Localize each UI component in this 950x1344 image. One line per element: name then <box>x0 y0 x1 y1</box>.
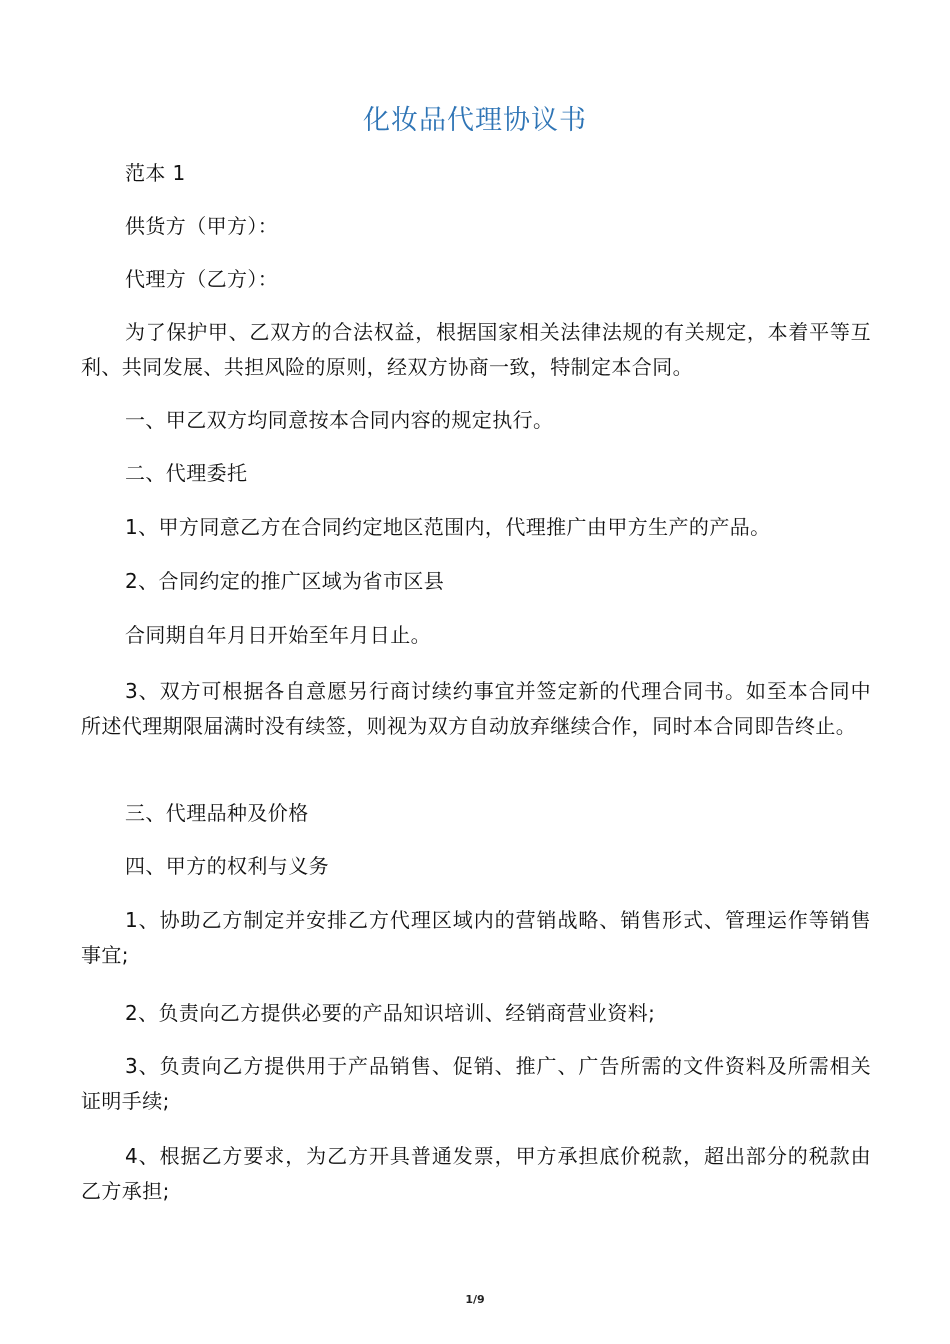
paragraph-party-a-item-1: 1、协助乙方制定并安排乙方代理区域内的营销战略、销售形式、管理运作等销售事宜; <box>81 908 871 967</box>
page-number: 1/9 <box>465 1293 485 1306</box>
paragraph-clause-1: 一、甲乙双方均同意按本合同内容的规定执行。 <box>125 408 554 432</box>
paragraph-agent: 代理方（乙方）： <box>125 267 279 291</box>
section-heading-products-prices: 三、代理品种及价格 <box>125 801 309 825</box>
paragraph-preamble: 为了保护甲、乙双方的合法权益，根据国家相关法律法规的有关规定，本着平等互利、共同发展、共担风险的原则，经双方协商一致，特制定本合同。 <box>81 320 871 379</box>
section-heading-party-a-rights: 四、甲方的权利与义务 <box>125 854 329 878</box>
paragraph-party-a-item-3: 3、负责向乙方提供用于产品销售、促销、推广、广告所需的文件资料及所需相关证明手续; <box>81 1054 871 1113</box>
paragraph-agency-item-3: 3、双方可根据各自意愿另行商讨续约事宜并签定新的代理合同书。如至本合同中所述代理期限届满时没有续签，则视为双方自动放弃继续合作，同时本合同即告终止。 <box>81 679 871 738</box>
paragraph-agency-item-1: 1、甲方同意乙方在合同约定地区范围内，代理推广由甲方生产的产品。 <box>125 515 771 539</box>
paragraph-contract-period: 合同期自年月日开始至年月日止。 <box>125 623 431 647</box>
paragraph-party-a-item-4: 4、根据乙方要求，为乙方开具普通发票，甲方承担底价税款，超出部分的税款由乙方承担; <box>81 1144 871 1203</box>
section-heading-agency: 二、代理委托 <box>125 461 248 485</box>
document-title: 化妆品代理协议书 <box>363 105 587 136</box>
paragraph-sample-label: 范本 1 <box>125 161 186 185</box>
paragraph-agency-item-2: 2、合同约定的推广区域为省市区县 <box>125 569 445 593</box>
paragraph-party-a-item-2: 2、负责向乙方提供必要的产品知识培训、经销商营业资料; <box>125 1001 656 1025</box>
paragraph-supplier: 供货方（甲方）： <box>125 214 279 238</box>
